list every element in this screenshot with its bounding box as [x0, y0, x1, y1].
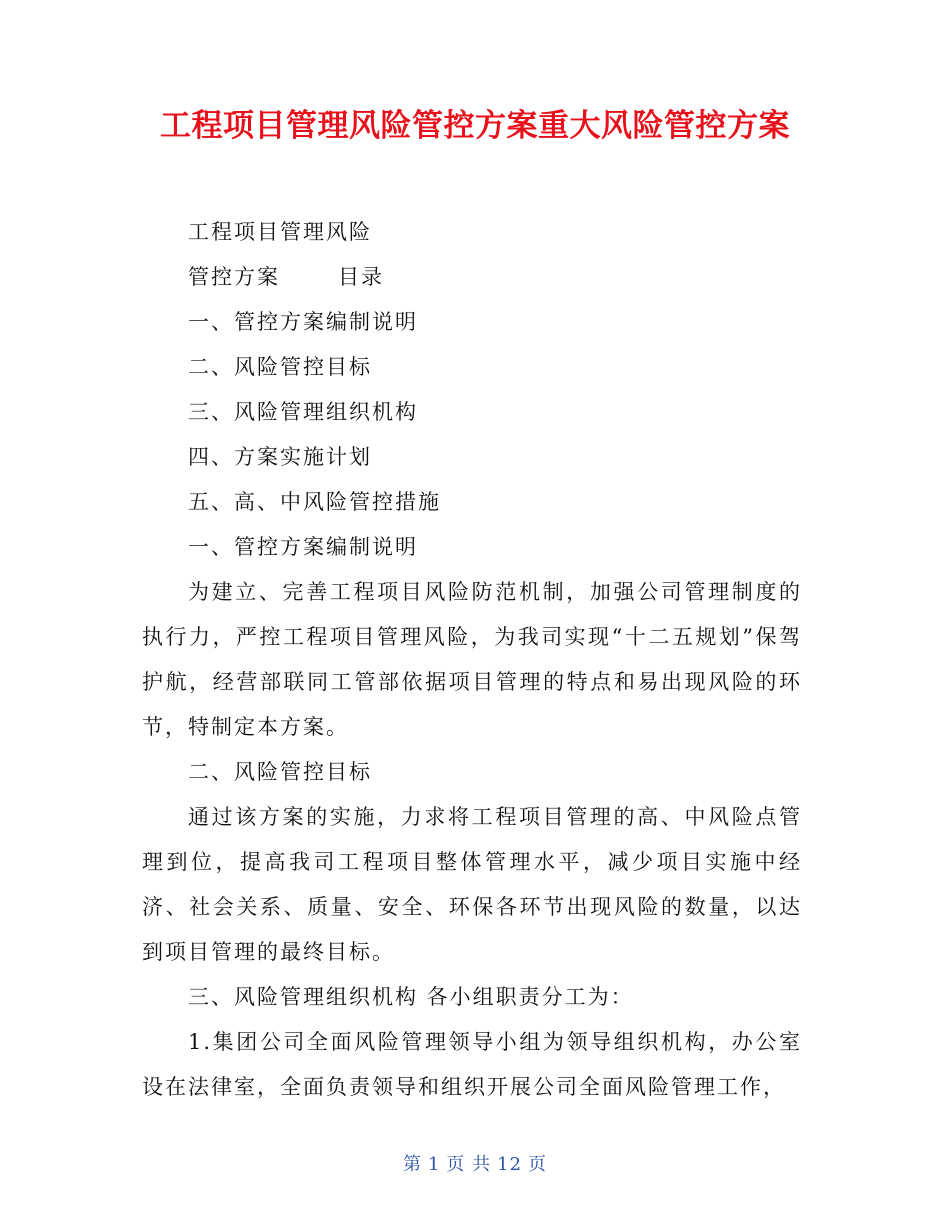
footer-suffix: 页	[528, 1154, 548, 1175]
document-body	[142, 210, 802, 1110]
section3-heading: 三、风险管理组织机构 各小组职责分工为：	[188, 985, 634, 1009]
toc-heading-contents: 目录	[338, 265, 384, 289]
footer-prefix: 第	[402, 1154, 422, 1175]
document-title: 工程项目管理风险管控方案重大风险管控方案	[160, 108, 790, 144]
footer-page-number: 1	[427, 1154, 441, 1175]
footer-total-pages: 12	[497, 1154, 523, 1175]
toc-heading-line2	[142, 255, 802, 300]
toc-item: 三、风险管理组织机构	[188, 400, 418, 424]
section3-paragraph: 1.集团公司全面风险管理领导小组为领导组织机构，办公室设在法律室，全面负责领导和组织开展公司全面风险管理工作，	[142, 1030, 802, 1099]
section2-heading: 二、风险管控目标	[188, 760, 372, 784]
toc-item: 五、高、中风险管控措施	[188, 490, 441, 514]
page-footer	[0, 1150, 950, 1176]
section1-heading: 一、管控方案编制说明	[188, 535, 418, 559]
section1-paragraph: 为建立、完善工程项目风险防范机制，加强公司管理制度的执行力，严控工程项目管理风险，为我司实现“十二五规划”保驾护航，经营部联同工管部依据项目管理的特点和易出现风险的环节，特制定本方案。	[142, 580, 802, 739]
toc-item: 一、管控方案编制说明	[188, 310, 418, 334]
section2-paragraph: 通过该方案的实施，力求将工程项目管理的高、中风险点管理到位，提高我司工程项目整体管理水平，减少项目实施中经济、社会关系、质量、安全、环保各环节出现风险的数量，以达到项目管理的最终目标。	[142, 805, 802, 964]
toc-item: 二、风险管控目标	[188, 355, 372, 379]
toc-heading-plan: 管控方案	[188, 265, 280, 289]
toc-heading-line1: 工程项目管理风险	[188, 220, 372, 244]
toc-item: 四、方案实施计划	[188, 445, 372, 469]
footer-middle: 页 共	[446, 1154, 492, 1175]
